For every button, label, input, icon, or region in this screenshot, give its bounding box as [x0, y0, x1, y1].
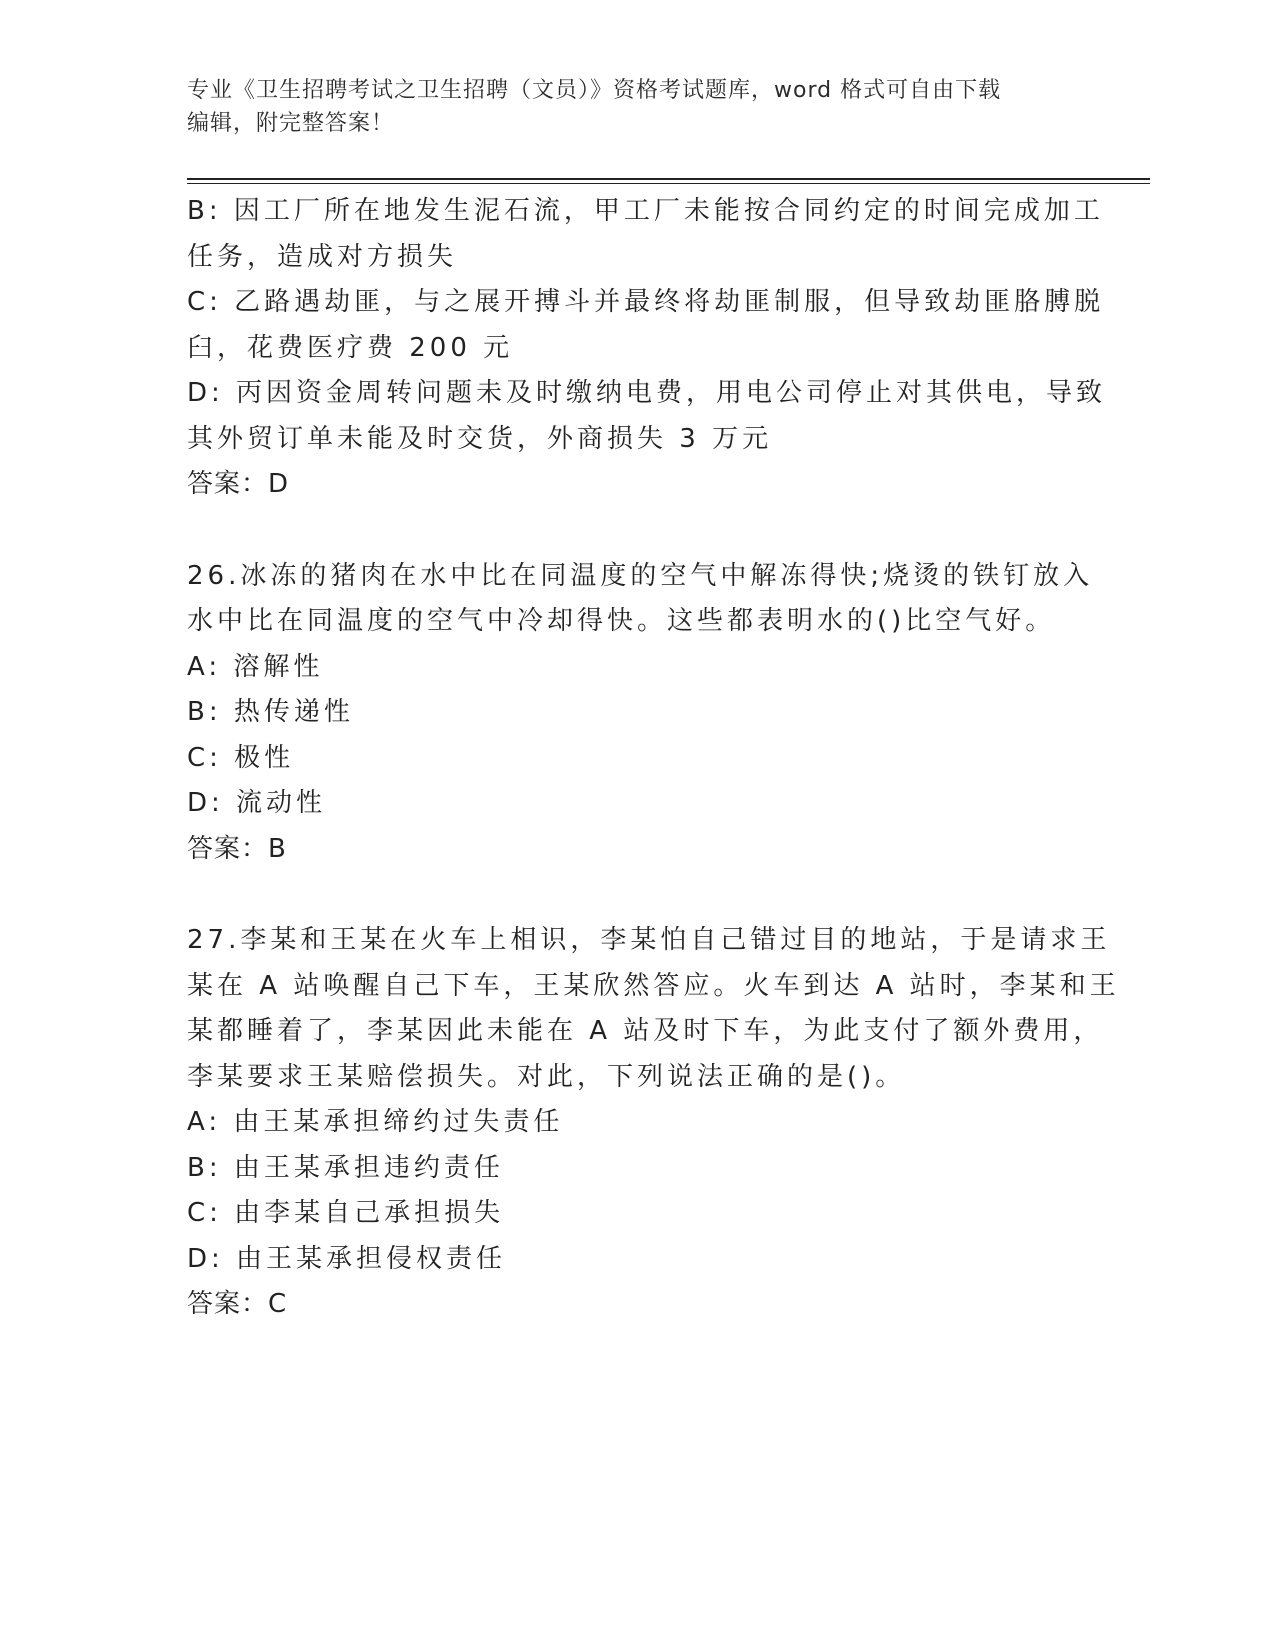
question-26-option-d: D: 流动性	[187, 788, 327, 818]
question-26-option-a: A: 溶解性	[187, 651, 324, 682]
option-b-line-2: 任务，造成对方损失	[187, 241, 458, 272]
spacer	[187, 508, 1087, 554]
question-27-stem-line-2: 某在 A 站唤醒自己下车，王某欣然答应。火车到达 A 站时，李某和王	[187, 970, 1120, 1001]
option-c-line-2: 臼，花费医疗费 200 元	[187, 332, 514, 363]
header-line-1: 专业《卫生招聘考试之卫生招聘（文员）》资格考试题库，word 格式可自由下载	[187, 78, 1002, 103]
option-c-line-1: C: 乙路遇劫匪，与之展开搏斗并最终将劫匪制服，但导致劫匪胳膊脱	[187, 287, 1105, 317]
header-line-2: 编辑，附完整答案！	[187, 111, 395, 136]
answer-27: 答案：C	[187, 1289, 288, 1319]
header-rule-thick	[187, 178, 1150, 180]
option-d-line-1: D: 丙因资金周转问题未及时缴纳电费，用电公司停止对其供电，导致	[187, 378, 1107, 408]
answer-25: 答案：D	[187, 469, 290, 499]
header-rule-thin	[187, 183, 1150, 184]
question-27-stem-line-1: 27.李某和王某在火车上相识，李某怕自己错过目的地站，于是请求王	[187, 925, 1111, 955]
question-26-option-b: B: 热传递性	[187, 697, 354, 727]
spacer	[187, 872, 1087, 918]
question-27	[187, 918, 1120, 1328]
question-27-stem-line-4: 李某要求王某赔偿损失。对此，下列说法正确的是()。	[187, 1061, 906, 1092]
question-26-stem-line-2: 水中比在同温度的空气中冷却得快。这些都表明水的()比空气好。	[187, 606, 1056, 636]
question-26-option-c: C: 极性	[187, 742, 295, 773]
option-b-line-1: B: 因工厂所在地发生泥石流，甲工厂未能按合同约定的时间完成加工	[187, 196, 1104, 226]
document-body	[187, 189, 1120, 1328]
question-27-option-b: B: 由王某承担违约责任	[187, 1152, 504, 1183]
question-26	[187, 554, 1094, 873]
question-27-stem-line-3: 某都睡着了，李某因此未能在 A 站及时下车，为此支付了额外费用，	[187, 1016, 1104, 1046]
answer-26: 答案：B	[187, 833, 287, 864]
question-27-option-c: C: 由李某自己承担损失	[187, 1198, 505, 1228]
document-header	[187, 74, 1067, 140]
question-26-stem-line-1: 26.冰冻的猪肉在水中比在同温度的空气中解冻得快;烧烫的铁钉放入	[187, 560, 1094, 591]
option-d-line-2: 其外贸订单未能及时交货，外商损失 3 万元	[187, 423, 773, 454]
question-27-option-d: D: 由王某承担侵权责任	[187, 1243, 507, 1274]
question-25-continued	[187, 189, 1107, 508]
question-27-option-a: A: 由王某承担缔约过失责任	[187, 1107, 564, 1137]
